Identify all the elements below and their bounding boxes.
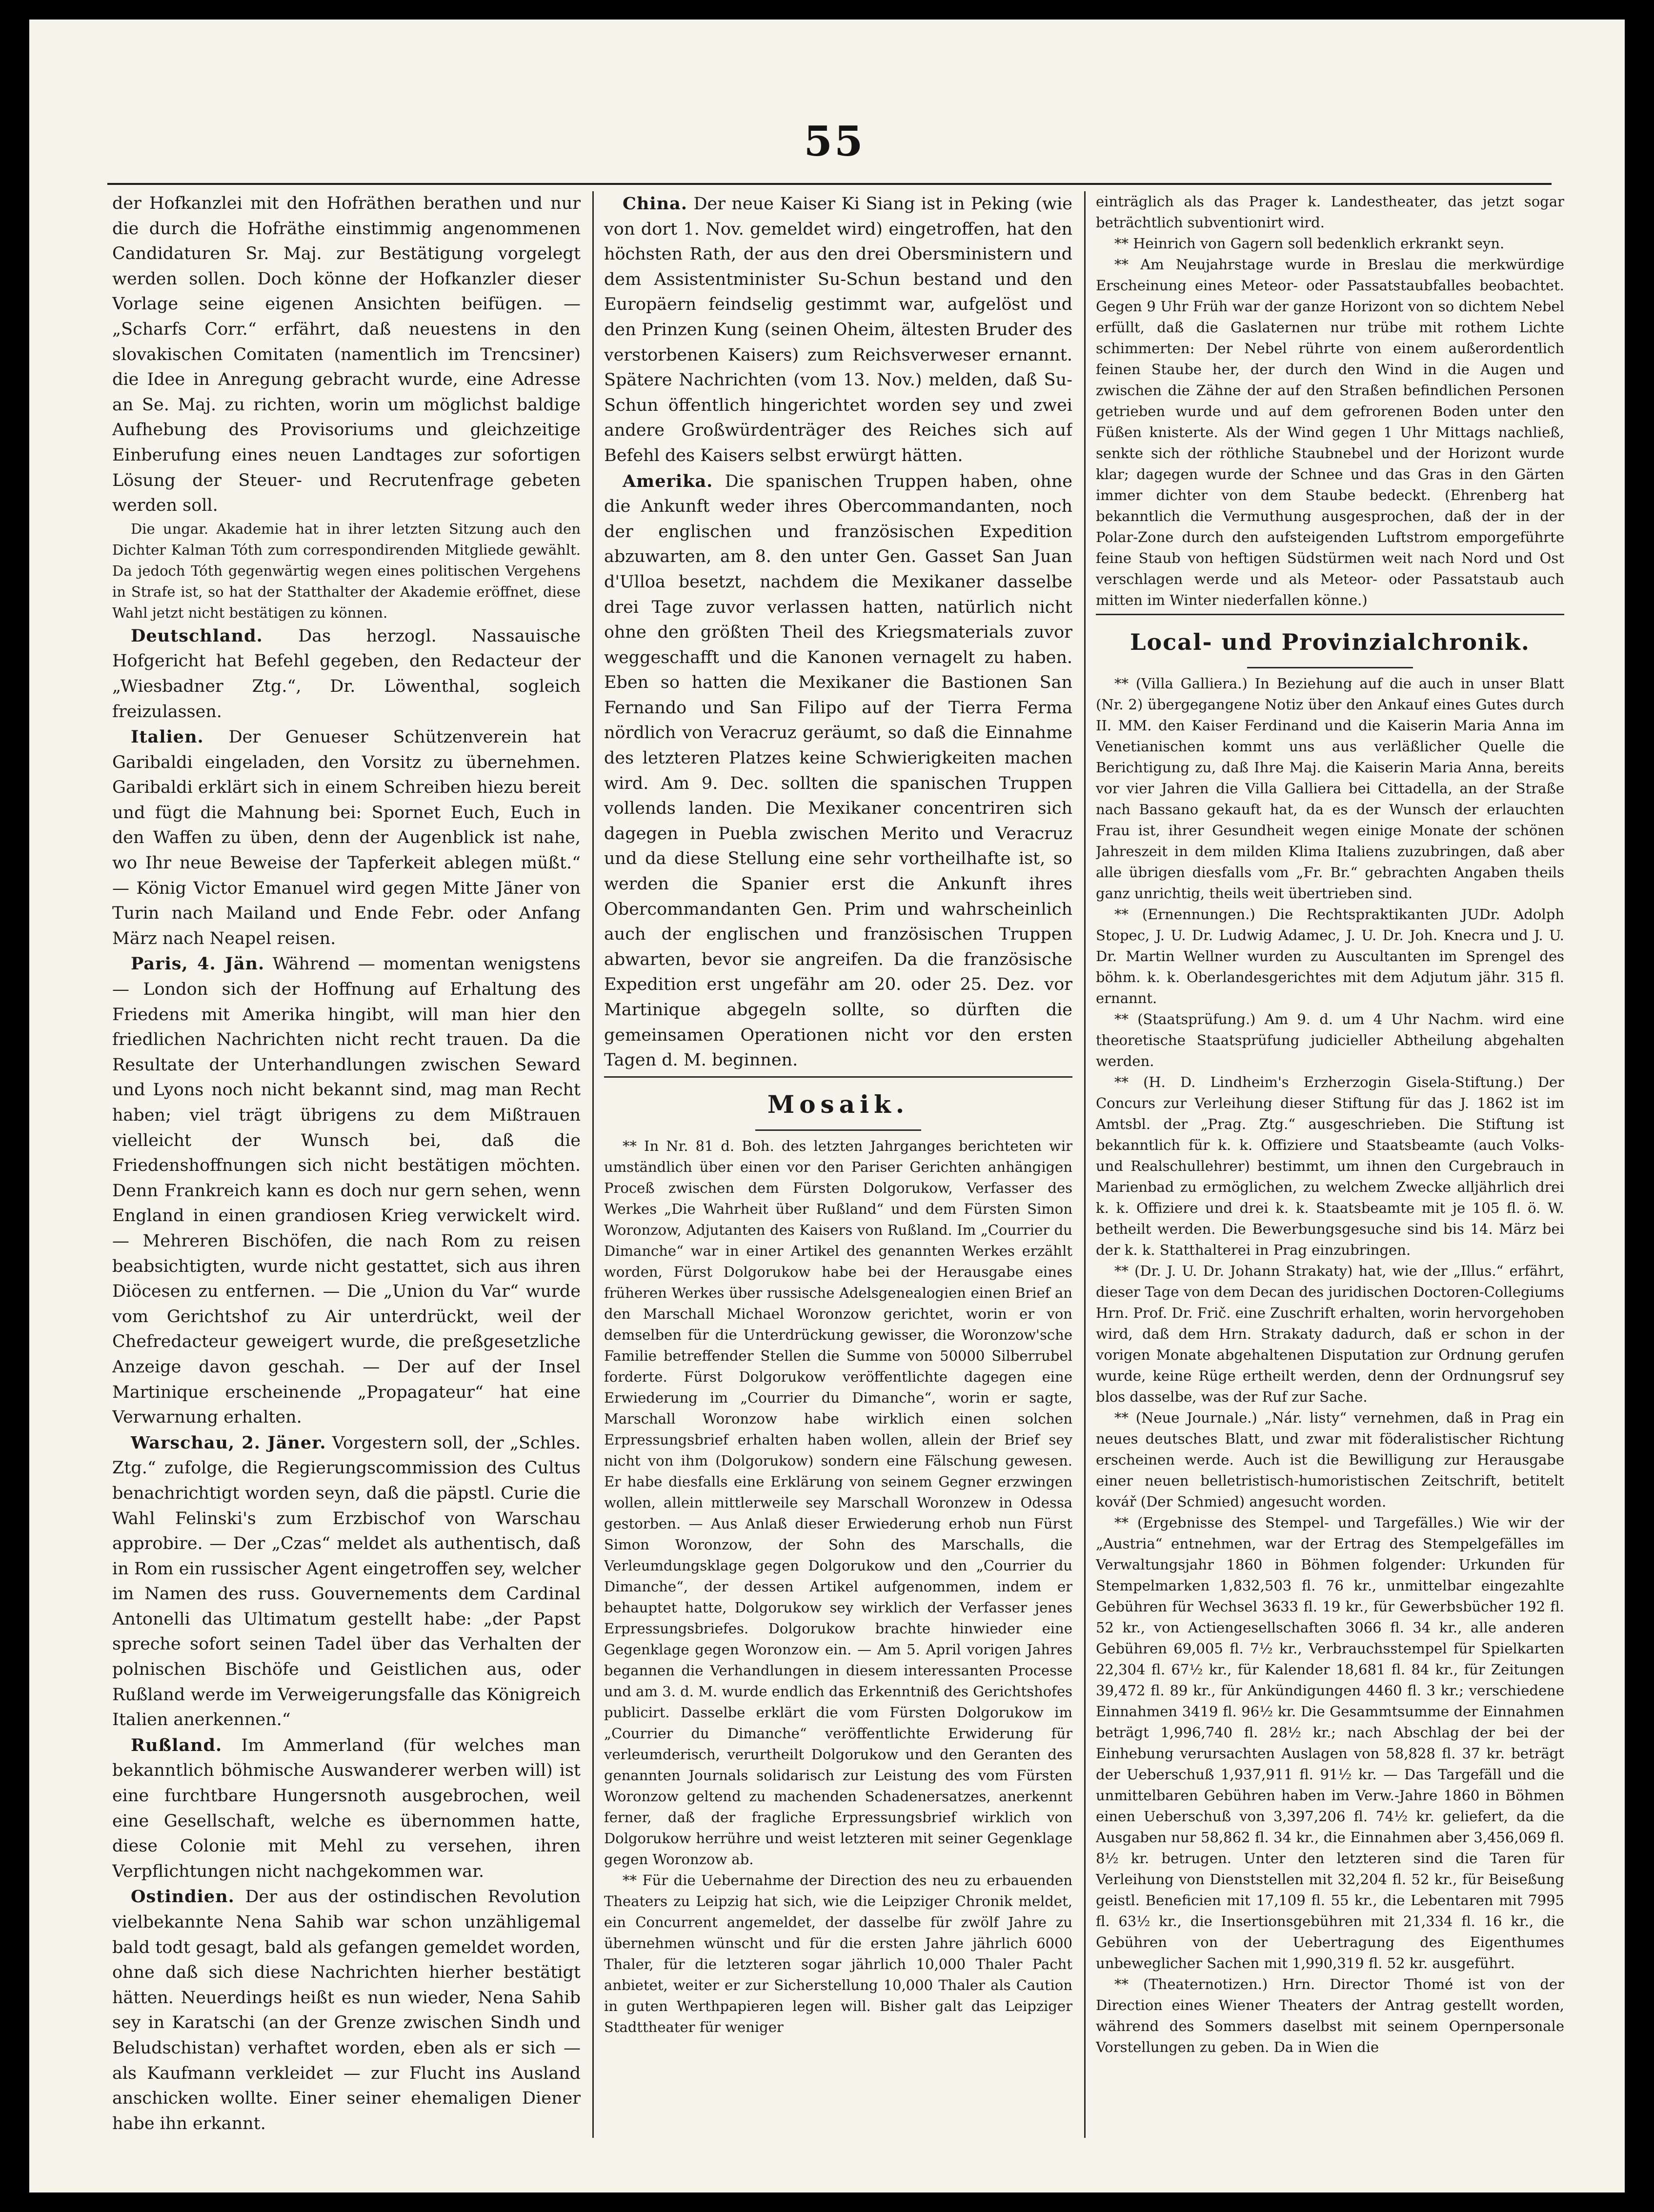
- news-item: [112, 1733, 581, 1885]
- section-rule: [604, 1076, 1072, 1078]
- news-item-heading: Ostindien.: [131, 1887, 235, 1907]
- news-item: [112, 951, 581, 1430]
- news-item-text: Der Genueser Schützenverein hat Garibaldi eingeladen, den Vorsitz zu übernehmen. Garibaldi erklärt sich in einem Schreiben hiezu bereit und fügt die Mahnung bei: Spornet Euch, Euch in den Waffen zu üben, denn der Augenblick ist nahe, wo Ihr neue Beweise der Tapferkeit ablegen müßt.“ — König Victor Emanuel wird gegen Mitte Jäner von Turin nach Mailand und Ende Febr. oder Anfang März nach Neapel reisen.: [112, 727, 581, 948]
- article-paragraph: ** Heinrich von Gagern soll bedenklich erkrankt seyn.: [1114, 235, 1505, 252]
- article-paragraph: ** (Neue Journale.) „Nár. listy“ vernehmen, daß in Prag ein neues deutsches Blatt, und zwar mit föderalistischer Richtung erscheinen werde. Auch ist die Bewilligung zur Herausgabe einer neuen belletristisch-humoristischen Zeitschrift, betitelt kovář (Der Schmied) angesucht worden.: [1096, 1409, 1564, 1510]
- news-item-heading: China.: [623, 194, 687, 214]
- article-paragraph: ** (H. D. Lindheim's Erzherzogin Gisela-Stiftung.) Der Concurs zur Verleihung dieser Stiftung für das J. 1862 ist im Amtsbl. der „Prag. Ztg.“ ausgeschrieben. Die Stiftung ist bekanntlich für k. k. Offiziere und Staatsbeamte (auch Volks- und Realschullehrer) bestimmt, um ihnen den Curgebrauch in Marienbad zu ermöglichen, zu welchem Zwecke alljährlich drei k. k. Offiziere und drei k. k. Staatsbeamte mit je 105 fl. ö. W. betheilt werden. Die Bewerbungsgesuche sind bis 14. März bei der k. k. Statthalterei in Prag einzubringen.: [1096, 1074, 1564, 1258]
- article-paragraph: ** (Staatsprüfung.) Am 9. d. um 4 Uhr Nachm. wird eine theoretische Staatsprüfung judicieller Abtheilung abgehalten werden.: [1096, 1011, 1564, 1069]
- article-paragraph: ** (Ernennungen.) Die Rechtspraktikanten JUDr. Adolph Stopec, J. U. Dr. Ludwig Adamec, J. U. Dr. Joh. Knecra und J. U. Dr. Martin Wellner wurden zu Auscultanten im Sprengel des böhm. k. k. Oberlandesgerichtes mit dem Adjutum jähr. 315 fl. ernannt.: [1096, 906, 1564, 1006]
- news-item-heading: Warschau, 2. Jäner.: [131, 1432, 326, 1453]
- news-item-heading: Deutschland.: [131, 625, 263, 646]
- column-divider: [1084, 191, 1086, 2138]
- header-rule: [107, 183, 1552, 185]
- section-heading: Mosaik.: [767, 1089, 909, 1119]
- column-2: [604, 191, 1072, 2143]
- column-3: [1096, 191, 1564, 2143]
- column-1: [112, 191, 581, 2143]
- news-item: [112, 1430, 581, 1733]
- article-paragraph: ** (Theaternotizen.) Hrn. Director Thomé ist von der Direction eines Wiener Theaters der Antrag gestellt worden, während des Sommers daselbst mit seinem Opernpersonale Vorstellungen zu geben. Da in Wien die: [1096, 1976, 1564, 2055]
- news-item-heading: Rußland.: [131, 1735, 222, 1755]
- news-item: [604, 469, 1072, 1073]
- news-item-heading: Amerika.: [623, 471, 713, 491]
- column-divider: [592, 191, 594, 2138]
- news-item-text: Die spanischen Truppen haben, ohne die Ankunft weder ihres Obercommandanten, noch der englischen und französischen Expedition abzuwarten, am 8. den unter Gen. Gasset San Juan d'Ulloa besetzt, nachdem die Mexikaner dasselbe drei Tage zuvor verlassen hatten, natürlich nicht ohne den größten Theil des Kriegsmaterials zuvor weggeschafft und die Kanonen vernagelt zu haben. Eben so hatten die Mexikaner die Bastionen San Fernando und San Filipo auf der Tierra Ferma nördlich von Veracruz geräumt, so daß die Einnahme des letzteren Platzes keine Schwierigkeiten machen wird. Am 9. Dec. sollten die spanischen Truppen vollends landen. Die Mexikaner concentriren sich dagegen in Puebla zwischen Merito und Veracruz und da diese Stellung eine sehr vortheilhafte ist, so werden die Spanier erst die Ankunft ihres Obercommandanten Gen. Prim und wahrscheinlich auch der englischen und französischen Truppen abwarten, bevor sie angreifen. Da die französische Expedition erst ungefähr am 20. oder 25. Dez. vor Martinique abgegeln sollte, so dürften die gemeinsamen Operationen nicht vor den ersten Tagen d. M. beginnen.: [604, 471, 1072, 1070]
- news-item-heading: Paris, 4. Jän.: [131, 954, 265, 974]
- news-item-text: Während — momentan wenigstens — London sich der Hoffnung auf Erhaltung des Friedens mit Amerika hingibt, will man hier den friedlichen Nachrichten nicht recht trauen. Da die Resultate der Unterhandlungen zwischen Seward und Lyons noch nicht bekannt sind, mag man Recht haben; viel trägt übrigens zu dem Mißtrauen vielleicht der Wunsch bei, daß die Friedenshoffnungen sich nicht bestätigen möchten. Denn Frankreich kann es doch nur gern sehen, wenn England in einen grandiosen Krieg verwickelt wird. — Mehreren Bischöfen, die nach Rom zu reisen beabsichtigten, wurde nicht gestattet, sich aus ihren Diöcesen zu entfernen. — Die „Union du Var“ wurde vom Gerichtshof zu Air unterdrückt, weil der Chefredacteur geweigert wurde, die preßgesetzliche Anzeige davon geschah. — Der auf der Insel Martinique erscheinende „Propagateur“ hat eine Verwarnung erhalten.: [112, 954, 581, 1428]
- section-rule: [1096, 614, 1564, 615]
- article-paragraph: ** Für die Uebernahme der Direction des neu zu erbauenden Theaters zu Leipzig hat sich, wie die Leipziger Chronik meldet, ein Concurrent angemeldet, der dasselbe für zwölf Jahre zu übernehmen wünscht und für die ersten Jahre jährlich 6000 Thaler, für die letzteren sogar jährlich 10,000 Thaler Pacht anbietet, weiter er zur Sicherstellung 10,000 Thaler als Caution in guten Werthpapieren legen will. Bisher galt das Leipziger Stadttheater für weniger: [604, 1871, 1072, 2035]
- news-item-text: Der neue Kaiser Ki Siang ist in Peking (wie von dort 1. Nov. gemeldet wird) eingetroffen, hat den höchsten Rath, der aus den drei Obersministern und dem Assistentminister Su-Schun bestand und den Europäern feindselig gestimmt war, aufgelöst und den Prinzen Kung (seinen Oheim, ältesten Bruder des verstorbenen Kaisers) zum Reichsverweser ernannt. Spätere Nachrichten (vom 13. Nov.) melden, daß Su-Schun öffentlich hingerichtet worden sey und zwei andere Großwürdenträger des Reiches sich auf Befehl des Kaisers selbst erwürgt hätten.: [604, 194, 1072, 465]
- continued-paragraph: der Hofkanzlei mit den Hofräthen berathen und nur die durch die Hofräthe einstimmig angenommenen Candidaturen Sr. Maj. zur Bestätigung vorgelegt werden sollen. Doch könne der Hofkanzler dieser Vorlage seine eigenen Ansichten beifügen. — „Scharfs Corr.“ erfährt, daß neuestens in den slovakischen Comitaten (namentlich im Trencsiner) die Idee in Anregung gebracht wurde, eine Adresse an Se. Maj. zu richten, worin um möglichst baldige Aufhebung des Provisoriums und gleichzeitige Einberufung eines neuen Landtages zur sofortigen Lösung der Steuer- und Recrutenfrage gebeten werden soll.: [112, 194, 581, 516]
- news-item-text: Vorgestern soll, der „Schles. Ztg.“ zufolge, die Regierungscommission des Cultus benachrichtigt worden seyn, daß die päpstl. Curie die Wahl Felinski's zum Erzbischof von Warschau approbire. — Der „Czas“ meldet als authentisch, daß in Rom ein russischer Agent eingetroffen sey, welcher im Namen des russ. Gouvernements dem Cardinal Antonelli das Ultimatum gestellt habe: „der Papst spreche sofort seinen Tadel über das Verhalten der polnischen Bischöfe und Geistlichen aus, oder Rußland werde im Verweigerungsfalle das Königreich Italien anerkennen.“: [112, 1433, 581, 1730]
- section-rule: [755, 1129, 921, 1131]
- newspaper-page: [29, 20, 1625, 2192]
- news-item: [112, 724, 581, 951]
- article-paragraph: ** (Villa Galliera.) In Beziehung auf die auch in unser Blatt (Nr. 2) übergegangene Notiz über den Ankauf eines Gutes durch II. MM. den Kaiser Ferdinand und die Kaiserin Maria Anna im Venetianischen kommt uns aus verläßlicher Quelle die Berichtigung zu, daß Ihre Maj. die Kaiserin Maria Anna, bereits vor vier Jahren die Villa Galliera bei Cittadella, an der Straße nach Bassano gekauft hat, da es der Wunsch der erlauchten Frau ist, ihrer Gesundheit wegen einige Monate der schönen Jahreszeit in dem milden Klima Italiens zuzubringen, daß aber alle übrigen diesfalls vom „Fr. Br.“ gebrachten Angaben theils ganz unrichtig, theils weit übertrieben sind.: [1096, 675, 1564, 902]
- continued-paragraph: einträglich als das Prager k. Landestheater, das jetzt sogar beträchtlich subventionirt wird.: [1096, 193, 1564, 231]
- news-item: [604, 191, 1072, 469]
- news-item-text: Das herzogl. Nassauische Hofgericht hat Befehl gegeben, den Redacteur der „Wiesbadner Ztg.“, Dr. Löwenthal, sogleich freizulassen.: [112, 626, 581, 722]
- news-item-text: Der aus der ostindischen Revolution vielbekannte Nena Sahib war schon unzähligemal bald todt gesagt, bald als gefangen gemeldet worden, ohne daß sich diese Nachrichten hierher bestätigt hätten. Neuerdings heißt es nun wieder, Nena Sahib sey in Karatschi (an der Grenze zwischen Sindh und Beludschistan) verhaftet worden, eben als er sich — als Kaufmann verkleidet — zur Flucht ins Ausland anschicken wollte. Einer seiner ehemaligen Diener habe ihn erkannt.: [112, 1887, 581, 2133]
- article-paragraph: ** (Dr. J. U. Dr. Johann Strakaty) hat, wie der „Illus.“ erfährt, dieser Tage von dem Decan des juridischen Doctoren-Collegiums Hrn. Prof. Dr. Frič. eine Zuschrift erhalten, worin hervorgehoben wird, daß dem Hrn. Strakaty dadurch, daß er schon in der vorigen Monate abgehaltenen Disputation zur Ordnung gerufen wurde, keine Rüge ertheilt werden, denn der Ordnungsruf sey blos dasselbe, was der Ruf zur Sache.: [1096, 1263, 1564, 1405]
- article-paragraph: ** Am Neujahrstage wurde in Breslau die merkwürdige Erscheinung eines Meteor- oder Passatstaubfalles beobachtet. Gegen 9 Uhr Früh war der ganze Horizont von so dichtem Nebel erfüllt, daß die Gaslaternen nur trübe mit rothem Lichte schimmerten: Der Nebel rührte von einem außerordentlich feinen Staube her, der durch den Wind in die Augen und zwischen die Zähne der auf den Straßen befindlichen Personen getrieben wurde und auf dem gefrorenen Boden unter den Füßen knisterte. Als der Wind gegen 1 Uhr Mittags nachließ, senkte sich der röthliche Staubnebel und der Horizont wurde klar; dagegen wurde der Schnee und das Gras in den Gärten immer dichter von dem Staube bedeckt. (Ehrenberg hat bekanntlich die Vermuthung ausgesprochen, daß der in der Polar-Zone durch den aufsteigenden Luftstrom emporgeführte feine Staub von heftigen Südstürmen weit nach Nord und Ost verschlagen werde und als Meteor- oder Passatstaub auch mitten im Winter niederfallen könne.): [1096, 256, 1564, 608]
- section-heading: Local- und Provinzialchronik.: [1130, 629, 1530, 655]
- news-item-text: Im Ammerland (für welches man bekanntlich böhmische Auswanderer werben will) ist eine furchtbare Hungersnoth ausgebrochen, weil eine Gesellschaft, welche es übernommen hatte, diese Colonie mit Mehl zu versehen, ihren Verpflichtungen nicht nachgekommen war.: [112, 1735, 581, 1881]
- news-item: [112, 1884, 581, 2136]
- section-rule: [1247, 667, 1413, 668]
- page-number: 55: [804, 117, 865, 165]
- news-item: [112, 623, 581, 724]
- article-paragraph: ** (Ergebnisse des Stempel- und Targefälles.) Wie wir der „Austria“ entnehmen, war der Ertrag des Stempelgefälles im Verwaltungsjahr 1860 in Böhmen folgender: Urkunden für Stempelmarken 1,832,503 fl. 76 kr., unmittelbar eingezahlte Gebühren für Wechsel 3633 fl. 19 kr., für Gewerbsbücher 192 fl. 52 kr., von Actiengesellschaften 3066 fl. 34 kr., alle anderen Gebühren 69,005 fl. 7½ kr., Verbrauchsstempel für Spielkarten 22,304 fl. 67½ kr., für Kalender 18,681 fl. 84 kr., für Zeitungen 39,472 fl. 89 kr., für Ankündigungen 4460 fl. 3 kr.; verschiedene Einnahmen 3419 fl. 96½ kr. Die Gesammtsumme der Einnahmen beträgt 1,996,740 fl. 28½ kr.; nach Abschlag der bei der Einhebung verursachten Auslagen von 58,828 fl. 37 kr. beträgt der Ueberschuß 1,937,911 fl. 91½ kr. — Das Targefäll und die unmittelbaren Gebühren haben im Verw.-Jahre 1860 in Böhmen einen Ueberschuß von 3,397,206 fl. 74½ kr. geliefert, da die Ausgaben nur 58,862 fl. 34 kr., die Einnahmen aber 3,456,069 fl. 8½ kr. betrugen. Unter den letzteren sind die Taren für Verleihung von Dienststellen mit 32,204 fl. 52 kr., für Beiseßung geistl. Beneficien mit 17,109 fl. 55 kr., die Lebentaren mit 7995 fl. 63½ kr., die Insertionsgebühren mit 21,334 fl. 16 kr., die Gebühren von der Uebertragung des Eigenthumes unbeweglicher Sachen mit 1,990,319 fl. 52 kr. ausgeführt.: [1096, 1514, 1564, 1971]
- article-paragraph: ** In Nr. 81 d. Boh. des letzten Jahrganges berichteten wir umständlich über einen vor den Pariser Gerichten anhängigen Proceß zwischen dem Fürsten Dolgorukow, Verfasser des Werkes „Die Wahrheit über Rußland“ und dem Fürsten Simon Woronzow, Adjutanten des Kaisers von Rußland. Im „Courrier du Dimanche“ war in einer Artikel des genannten Werkes erzählt worden, Fürst Dolgorukow habe bei der Herausgabe eines früheren Werkes über russische Adelsgenealogien einen Brief an den Marschall Michael Woronzow gerichtet, worin er von demselben für die Unterdrückung gewisser, die Woronzow'sche Familie betreffender Stellen die Summe von 50000 Silberrubel forderte. Fürst Dolgorukow veröffentlichte dagegen eine Erwiederung im „Courrier du Dimanche“, worin er sagte, Marschall Woronzow habe wirklich einen solchen Erpressungsbrief erhalten haben wollen, allein der Brief sey nicht von ihm (Dolgorukow) sondern eine Fälschung gewesen. Er habe diesfalls eine Erklärung von seinem Gegner erzwingen wollen, allein mittlerweile sey Marschall Woronzew in Odessa gestorben. — Aus Anlaß dieser Erwiederung erhob nun Fürst Simon Woronzow, der Sohn des Marschalls, die Verleumdungsklage gegen Dolgorukow und den „Courrier du Dimanche“, der dessen Artikel aufgenommen, indem er behauptet hatte, Dolgorukow sey wirklich der Verfasser jenes Erpressungsbriefes. Dolgorukow brachte hinwieder eine Gegenklage gegen Woronzow ein. — Am 5. April vorigen Jahres begannen die Verhandlungen in diesem interessanten Processe und am 3. d. M. wurde endlich das Erkenntniß des Gerichtshofes publicirt. Dasselbe erklärt die vom Fürsten Dolgorukow im „Courrier du Dimanche“ veröffentlichte Erwiderung für verleumderisch, verurtheilt Dolgorukow und den Geranten des genannten Journals solidarisch zur Leistung des vom Fürsten Woronzow geltend zu machenden Schadenersatzes, anerkennt ferner, daß der fragliche Erpressungsbrief wirklich von Dolgorukow herrühre und weist letzteren mit seiner Gegenklage gegen Woronzow ab.: [604, 1137, 1072, 1868]
- news-item-heading: Italien.: [131, 727, 204, 747]
- article-paragraph: Die ungar. Akademie hat in ihrer letzten Sitzung auch den Dichter Kalman Tóth zum correspondirenden Mitgliede gewählt. Da jedoch Tóth gegenwärtig wegen eines politischen Vergehens in Strafe ist, so hat der Statthalter der Akademie eröffnet, diese Wahl jetzt nicht bestätigen zu können.: [112, 520, 581, 621]
